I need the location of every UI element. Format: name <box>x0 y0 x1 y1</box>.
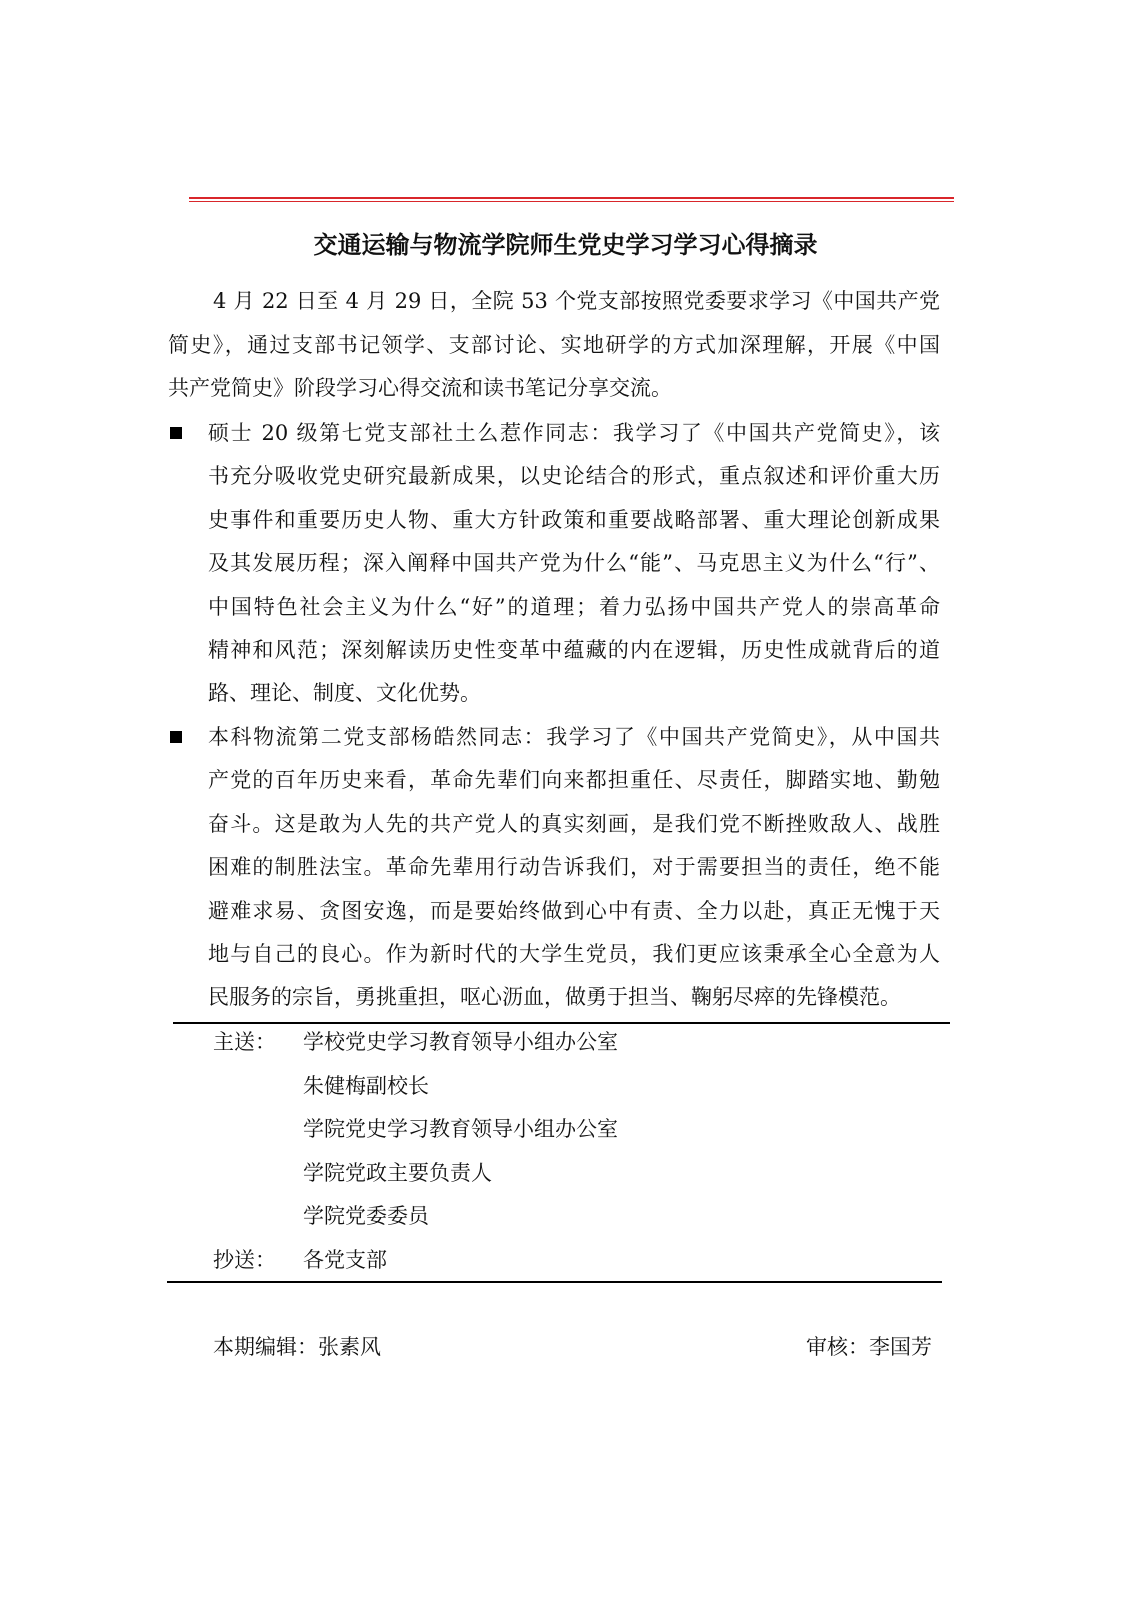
intro-line: 4 月 22 日至 4 月 29 日，全院 53 个党支部按照党委要求学习《中国共产党 <box>213 289 940 313</box>
bullet-1-line: 硕士 20 级第七党支部社土么惹作同志：我学习了《中国共产党简史》，该 <box>208 421 940 445</box>
reviewer-credit: 审核：李国芳 <box>806 1335 932 1359</box>
cc-label: 抄送： <box>213 1248 276 1272</box>
main-recipient: 学校党史学习教育领导小组办公室 <box>303 1030 618 1054</box>
main-recipient: 学院党政主要负责人 <box>303 1160 492 1185</box>
bullet-2-line: 奋斗。这是敢为人先的共产党人的真实刻画，是我们党不断挫败敌人、战胜 <box>208 811 940 836</box>
bullet-2-line: 地与自己的良心。作为新时代的大学生党员，我们更应该秉承全心全意为人 <box>208 942 940 966</box>
main-recipient: 学院党史学习教育领导小组办公室 <box>303 1117 618 1142</box>
bullet-2-line: 民服务的宗旨，勇挑重担，呕心沥血，做勇于担当、鞠躬尽瘁的先锋模范。 <box>208 985 901 1010</box>
intro-line: 简史》，通过支部书记领学、支部讨论、实地研学的方式加深理解，开展《中国 <box>168 333 940 357</box>
main-recipient: 学院党委委员 <box>303 1204 429 1229</box>
header-rule-thick <box>189 197 954 199</box>
bullet-2-line: 本科物流第二党支部杨皓然同志：我学习了《中国共产党简史》，从中国共 <box>208 725 940 749</box>
intro-line: 共产党简史》阶段学习心得交流和读书笔记分享交流。 <box>168 376 672 400</box>
header-rule-thin <box>189 201 954 202</box>
bullet-1-line: 中国特色社会主义为什么“好”的道理；着力弘扬中国共产党人的崇高革命 <box>208 594 940 619</box>
bullet-1-line: 书充分吸收党史研究最新成果，以史论结合的形式，重点叙述和评价重大历 <box>208 464 940 489</box>
bullet-1-line: 史事件和重要历史人物、重大方针政策和重要战略部署、重大理论创新成果 <box>208 507 940 532</box>
bullet-2-line: 避难求易、贪图安逸，而是要始终做到心中有责、全力以赴，真正无愧于天 <box>208 898 940 923</box>
bullet-2-line: 产党的百年历史来看，革命先辈们向来都担重任、尽责任，脚踏实地、勤勉 <box>208 768 940 793</box>
main-recipient: 朱健梅副校长 <box>303 1073 429 1098</box>
square-bullet-icon <box>170 427 182 439</box>
distribution-top-rule <box>173 1022 950 1024</box>
bullet-1-line: 精神和风范；深刻解读历史性变革中蕴藏的内在逻辑，历史性成就背后的道 <box>208 638 940 662</box>
editor-credit: 本期编辑：张素风 <box>213 1335 381 1359</box>
cc-recipients: 各党支部 <box>303 1248 387 1272</box>
distribution-bottom-rule <box>167 1281 942 1283</box>
bullet-1-line: 路、理论、制度、文化优势。 <box>208 681 481 706</box>
square-bullet-icon <box>170 731 182 743</box>
bullet-1-line: 及其发展历程；深入阐释中国共产党为什么“能”、马克思主义为什么“行”、 <box>208 551 940 576</box>
bullet-2-line: 困难的制胜法宝。革命先辈用行动告诉我们，对于需要担当的责任，绝不能 <box>208 855 940 880</box>
main-recipients-label: 主送： <box>213 1030 276 1054</box>
page-title: 交通运输与物流学院师生党史学习学习心得摘录 <box>313 230 818 259</box>
